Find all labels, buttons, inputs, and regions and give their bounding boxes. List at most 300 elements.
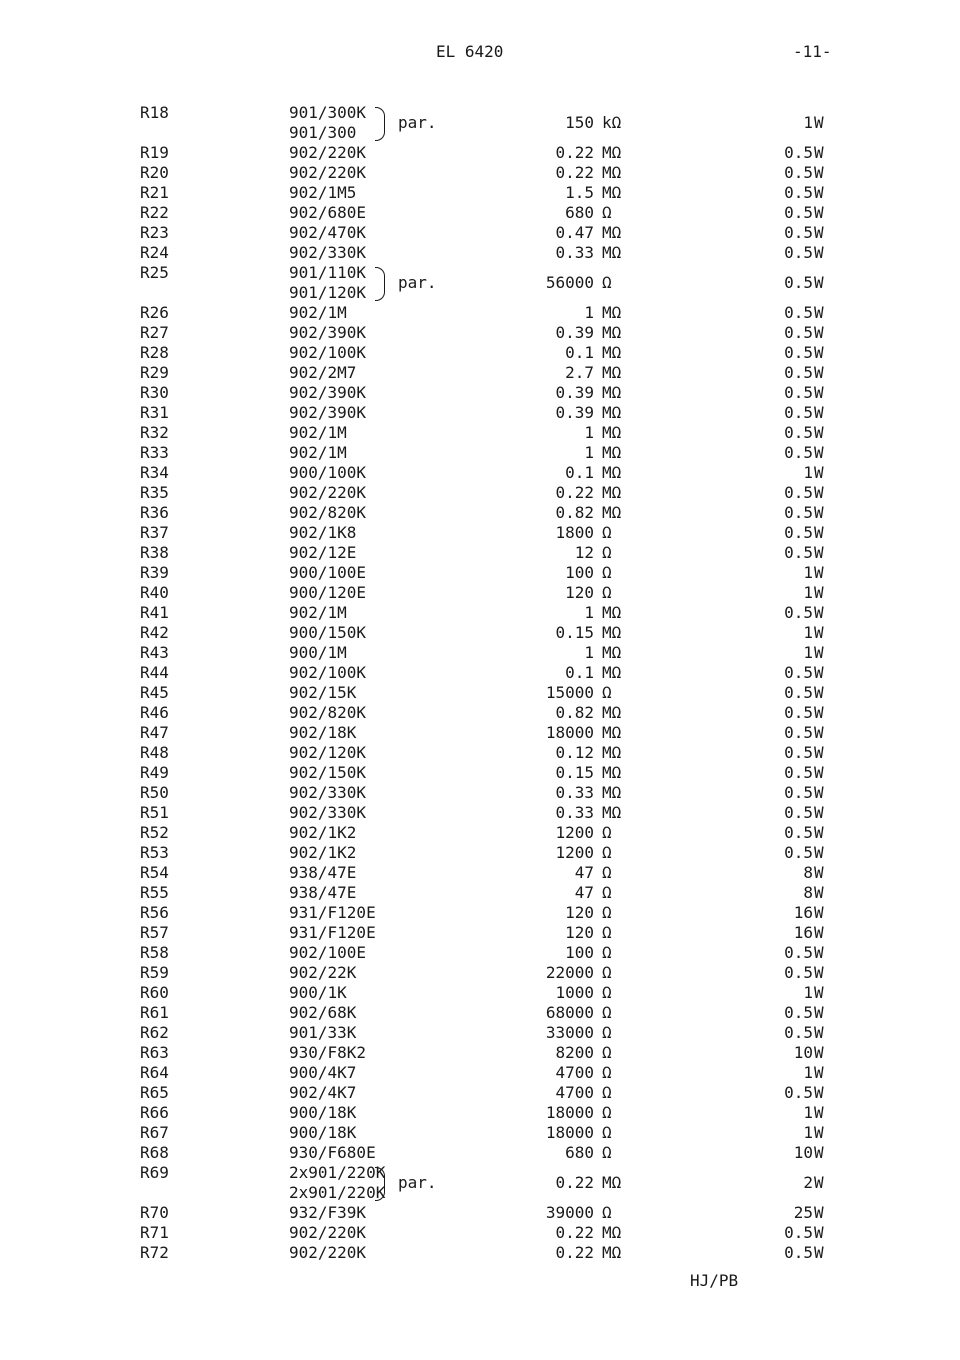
- power-rating: 0.5: [784, 843, 813, 862]
- resistor-ref: R19: [140, 143, 169, 162]
- resistance-value: 2.7: [565, 363, 594, 382]
- footer-initials: HJ/PB: [690, 1271, 739, 1290]
- resistance-value: 100: [565, 563, 594, 582]
- power-rating: 0.5: [784, 703, 813, 722]
- resistor-type: 902/120K: [289, 743, 367, 762]
- table-row: [0, 423, 960, 443]
- resistor-ref: R48: [140, 743, 169, 762]
- power-rating: 0.5: [784, 943, 813, 962]
- resistor-ref: R49: [140, 763, 169, 782]
- resistor-type: 900/4K7: [289, 1063, 357, 1082]
- resistor-ref: R59: [140, 963, 169, 982]
- table-row: [0, 903, 960, 923]
- resistance-unit: MΩ: [602, 1243, 622, 1262]
- resistor-type: 902/220K: [289, 1243, 367, 1262]
- power-unit: W: [814, 523, 824, 542]
- table-row: [0, 1143, 960, 1163]
- resistance-unit: MΩ: [602, 743, 622, 762]
- power-rating: 25: [793, 1203, 813, 1222]
- table-row: [0, 663, 960, 683]
- power-rating: 0.5: [784, 443, 813, 462]
- resistance-unit: MΩ: [602, 623, 622, 642]
- power-rating: 0.5: [784, 683, 813, 702]
- resistance-value: 0.22: [555, 163, 594, 182]
- resistor-ref: R43: [140, 643, 169, 662]
- resistance-unit: MΩ: [602, 443, 622, 462]
- power-rating: 0.5: [784, 273, 813, 292]
- resistance-value: 1: [584, 603, 594, 622]
- resistor-ref: R18: [140, 103, 169, 122]
- resistor-type: 900/1K: [289, 983, 347, 1002]
- resistor-type: 902/1M: [289, 443, 347, 462]
- resistor-type: 902/1K8: [289, 523, 357, 542]
- resistance-value: 0.12: [555, 743, 594, 762]
- power-rating: 0.5: [784, 483, 813, 502]
- power-rating: 0.5: [784, 203, 813, 222]
- resistor-ref: R45: [140, 683, 169, 702]
- resistance-value: 8200: [555, 1043, 594, 1062]
- table-row: [0, 1023, 960, 1043]
- resistance-unit: kΩ: [602, 113, 622, 132]
- power-unit: W: [814, 1123, 824, 1142]
- power-rating: 0.5: [784, 243, 813, 262]
- power-rating: 1: [803, 563, 813, 582]
- table-row: [0, 1123, 960, 1143]
- table-row: [0, 203, 960, 223]
- resistance-unit: Ω: [602, 273, 612, 292]
- resistor-type: 900/18K: [289, 1103, 357, 1122]
- document-title: EL 6420: [436, 42, 504, 61]
- resistance-value: 0.82: [555, 703, 594, 722]
- table-row: [0, 1203, 960, 1223]
- power-rating: 0.5: [784, 1003, 813, 1022]
- table-row: [0, 643, 960, 663]
- power-unit: W: [814, 983, 824, 1002]
- resistance-unit: Ω: [602, 1063, 612, 1082]
- resistance-unit: Ω: [602, 883, 612, 902]
- resistance-unit: Ω: [602, 903, 612, 922]
- table-row: [0, 163, 960, 183]
- power-rating: 0.5: [784, 763, 813, 782]
- resistance-unit: Ω: [602, 843, 612, 862]
- resistor-type: 902/820K: [289, 503, 367, 522]
- resistor-ref: R27: [140, 323, 169, 342]
- resistor-type: 902/1M: [289, 303, 347, 322]
- resistance-unit: MΩ: [602, 723, 622, 742]
- resistor-type: 902/22K: [289, 963, 357, 982]
- resistor-type: 902/220K: [289, 143, 367, 162]
- power-rating: 0.5: [784, 783, 813, 802]
- table-row: [0, 243, 960, 263]
- power-unit: W: [814, 823, 824, 842]
- power-unit: W: [814, 443, 824, 462]
- resistor-ref: R44: [140, 663, 169, 682]
- power-rating: 0.5: [784, 183, 813, 202]
- resistor-ref: R65: [140, 1083, 169, 1102]
- power-rating: 10: [793, 1043, 813, 1062]
- resistance-unit: Ω: [602, 583, 612, 602]
- resistor-type: 902/390K: [289, 323, 367, 342]
- resistor-ref: R32: [140, 423, 169, 442]
- power-unit: W: [814, 203, 824, 222]
- power-unit: W: [814, 723, 824, 742]
- table-row: [0, 1083, 960, 1103]
- resistor-ref: R28: [140, 343, 169, 362]
- parallel-label: par.: [398, 1173, 437, 1192]
- resistance-value: 0.82: [555, 503, 594, 522]
- resistor-ref: R61: [140, 1003, 169, 1022]
- table-row: [0, 803, 960, 823]
- resistance-value: 1: [584, 303, 594, 322]
- resistance-unit: Ω: [602, 963, 612, 982]
- power-rating: 2: [803, 1173, 813, 1192]
- resistor-ref: R72: [140, 1243, 169, 1262]
- table-row: [0, 263, 960, 303]
- resistor-ref: R67: [140, 1123, 169, 1142]
- resistor-type: 938/47E: [289, 883, 357, 902]
- power-rating: 0.5: [784, 823, 813, 842]
- resistance-value: 1: [584, 643, 594, 662]
- power-unit: W: [814, 663, 824, 682]
- resistance-value: 1: [584, 443, 594, 462]
- power-unit: W: [814, 423, 824, 442]
- resistance-unit: MΩ: [602, 783, 622, 802]
- resistance-unit: MΩ: [602, 343, 622, 362]
- resistance-value: 33000: [545, 1023, 594, 1042]
- resistance-unit: Ω: [602, 543, 612, 562]
- resistance-value: 68000: [545, 1003, 594, 1022]
- resistor-type: 901/110K: [289, 263, 367, 282]
- resistor-type: 938/47E: [289, 863, 357, 882]
- power-unit: W: [814, 1043, 824, 1062]
- resistance-value: 680: [565, 1143, 594, 1162]
- resistor-type: 902/1M5: [289, 183, 357, 202]
- resistance-unit: Ω: [602, 923, 612, 942]
- resistor-type: 902/18K: [289, 723, 357, 742]
- resistance-unit: Ω: [602, 563, 612, 582]
- page-number: -11-: [793, 42, 832, 61]
- table-row: [0, 783, 960, 803]
- resistor-type: 902/1M: [289, 603, 347, 622]
- power-unit: W: [814, 1173, 824, 1192]
- resistance-value: 0.33: [555, 243, 594, 262]
- resistor-type: 902/12E: [289, 543, 357, 562]
- power-unit: W: [814, 463, 824, 482]
- resistor-type: 900/18K: [289, 1123, 357, 1142]
- resistor-ref: R21: [140, 183, 169, 202]
- table-row: [0, 863, 960, 883]
- resistor-type: 931/F120E: [289, 903, 376, 922]
- resistor-type: 901/300K: [289, 103, 367, 122]
- resistor-ref: R40: [140, 583, 169, 602]
- resistance-unit: MΩ: [602, 503, 622, 522]
- table-row: [0, 443, 960, 463]
- power-unit: W: [814, 683, 824, 702]
- power-unit: W: [814, 883, 824, 902]
- resistance-value: 0.39: [555, 403, 594, 422]
- power-unit: W: [814, 1083, 824, 1102]
- power-unit: W: [814, 483, 824, 502]
- resistor-type: 902/820K: [289, 703, 367, 722]
- table-row: [0, 383, 960, 403]
- power-rating: 1: [803, 983, 813, 1002]
- resistance-value: 1200: [555, 843, 594, 862]
- resistance-value: 4700: [555, 1083, 594, 1102]
- table-row: [0, 983, 960, 1003]
- power-unit: W: [814, 563, 824, 582]
- resistance-unit: MΩ: [602, 323, 622, 342]
- resistance-value: 47: [574, 883, 594, 902]
- parallel-label: par.: [398, 273, 437, 292]
- resistor-type: 902/330K: [289, 243, 367, 262]
- table-row: [0, 483, 960, 503]
- resistance-value: 39000: [545, 1203, 594, 1222]
- resistance-value: 1.5: [565, 183, 594, 202]
- table-row: [0, 1043, 960, 1063]
- resistance-unit: MΩ: [602, 763, 622, 782]
- resistance-value: 15000: [545, 683, 594, 702]
- resistor-ref: R31: [140, 403, 169, 422]
- resistor-type: 930/F8K2: [289, 1043, 367, 1062]
- resistance-unit: Ω: [602, 1003, 612, 1022]
- power-unit: W: [814, 113, 824, 132]
- resistance-value: 1000: [555, 983, 594, 1002]
- resistor-type: 902/330K: [289, 803, 367, 822]
- power-rating: 0.5: [784, 323, 813, 342]
- resistor-ref: R20: [140, 163, 169, 182]
- power-rating: 0.5: [784, 1223, 813, 1242]
- table-row: [0, 823, 960, 843]
- resistor-type: 902/1M: [289, 423, 347, 442]
- resistor-type: 901/300: [289, 123, 357, 142]
- resistance-unit: Ω: [602, 1123, 612, 1142]
- table-row: [0, 143, 960, 163]
- resistor-ref: R57: [140, 923, 169, 942]
- resistor-type: 902/680E: [289, 203, 367, 222]
- resistor-type: 902/1K2: [289, 843, 357, 862]
- resistance-value: 1200: [555, 823, 594, 842]
- resistance-unit: Ω: [602, 1103, 612, 1122]
- power-rating: 0.5: [784, 403, 813, 422]
- table-row: [0, 583, 960, 603]
- resistor-type: 900/150K: [289, 623, 367, 642]
- resistor-ref: R22: [140, 203, 169, 222]
- table-row: [0, 683, 960, 703]
- resistor-ref: R36: [140, 503, 169, 522]
- resistance-unit: Ω: [602, 863, 612, 882]
- resistor-ref: R37: [140, 523, 169, 542]
- resistor-type: 902/100K: [289, 343, 367, 362]
- power-rating: 0.5: [784, 163, 813, 182]
- resistor-ref: R50: [140, 783, 169, 802]
- resistance-unit: Ω: [602, 983, 612, 1002]
- table-row: [0, 343, 960, 363]
- power-unit: W: [814, 1243, 824, 1262]
- power-rating: 0.5: [784, 543, 813, 562]
- resistor-type: 902/100K: [289, 663, 367, 682]
- resistance-unit: MΩ: [602, 663, 622, 682]
- resistor-ref: R64: [140, 1063, 169, 1082]
- resistance-value: 12: [574, 543, 594, 562]
- power-unit: W: [814, 903, 824, 922]
- table-row: [0, 743, 960, 763]
- resistance-unit: Ω: [602, 203, 612, 222]
- resistance-unit: MΩ: [602, 223, 622, 242]
- resistor-type: 902/4K7: [289, 1083, 357, 1102]
- power-rating: 1: [803, 643, 813, 662]
- power-rating: 1: [803, 463, 813, 482]
- table-row: [0, 943, 960, 963]
- table-row: [0, 323, 960, 343]
- resistor-type: 932/F39K: [289, 1203, 367, 1222]
- resistor-type: 900/1M: [289, 643, 347, 662]
- resistance-unit: MΩ: [602, 423, 622, 442]
- power-rating: 0.5: [784, 1023, 813, 1042]
- resistor-ref: R53: [140, 843, 169, 862]
- power-unit: W: [814, 703, 824, 722]
- resistance-value: 0.39: [555, 323, 594, 342]
- resistor-ref: R41: [140, 603, 169, 622]
- resistance-unit: MΩ: [602, 603, 622, 622]
- resistance-unit: MΩ: [602, 463, 622, 482]
- resistance-value: 0.15: [555, 623, 594, 642]
- resistance-value: 0.1: [565, 463, 594, 482]
- power-unit: W: [814, 1103, 824, 1122]
- table-row: [0, 883, 960, 903]
- resistance-value: 18000: [545, 1123, 594, 1142]
- resistance-value: 100: [565, 943, 594, 962]
- resistance-unit: MΩ: [602, 163, 622, 182]
- power-rating: 0.5: [784, 803, 813, 822]
- table-row: [0, 1003, 960, 1023]
- power-rating: 1: [803, 1103, 813, 1122]
- resistance-unit: MΩ: [602, 303, 622, 322]
- power-unit: W: [814, 643, 824, 662]
- table-row: [0, 703, 960, 723]
- resistor-ref: R46: [140, 703, 169, 722]
- table-row: [0, 463, 960, 483]
- resistance-unit: Ω: [602, 523, 612, 542]
- resistance-value: 0.15: [555, 763, 594, 782]
- table-row: [0, 563, 960, 583]
- resistor-ref: R30: [140, 383, 169, 402]
- power-unit: W: [814, 963, 824, 982]
- power-rating: 0.5: [784, 743, 813, 762]
- resistor-type: 902/330K: [289, 783, 367, 802]
- resistor-type: 902/220K: [289, 1223, 367, 1242]
- resistance-value: 0.22: [555, 143, 594, 162]
- resistance-value: 0.33: [555, 803, 594, 822]
- resistor-type: 900/120E: [289, 583, 367, 602]
- table-row: [0, 963, 960, 983]
- resistance-unit: MΩ: [602, 383, 622, 402]
- power-rating: 16: [793, 903, 813, 922]
- resistor-ref: R51: [140, 803, 169, 822]
- resistance-unit: MΩ: [602, 803, 622, 822]
- resistance-value: 56000: [545, 273, 594, 292]
- power-rating: 1: [803, 583, 813, 602]
- power-rating: 0.5: [784, 143, 813, 162]
- power-unit: W: [814, 273, 824, 292]
- resistance-value: 0.1: [565, 343, 594, 362]
- resistance-unit: MΩ: [602, 363, 622, 382]
- resistance-value: 120: [565, 923, 594, 942]
- parallel-brace: [375, 107, 385, 141]
- resistor-type: 902/220K: [289, 163, 367, 182]
- power-rating: 0.5: [784, 343, 813, 362]
- power-rating: 0.5: [784, 1083, 813, 1102]
- resistance-value: 0.47: [555, 223, 594, 242]
- power-unit: W: [814, 403, 824, 422]
- power-rating: 0.5: [784, 423, 813, 442]
- resistor-ref: R56: [140, 903, 169, 922]
- resistance-value: 0.22: [555, 1243, 594, 1262]
- power-unit: W: [814, 1143, 824, 1162]
- resistor-type: 902/100E: [289, 943, 367, 962]
- power-unit: W: [814, 183, 824, 202]
- resistor-type: 900/100K: [289, 463, 367, 482]
- resistor-ref: R33: [140, 443, 169, 462]
- resistor-type: 902/2M7: [289, 363, 357, 382]
- resistor-ref: R58: [140, 943, 169, 962]
- power-rating: 1: [803, 1123, 813, 1142]
- power-unit: W: [814, 223, 824, 242]
- power-unit: W: [814, 923, 824, 942]
- resistance-unit: MΩ: [602, 143, 622, 162]
- power-unit: W: [814, 543, 824, 562]
- resistor-ref: R34: [140, 463, 169, 482]
- power-unit: W: [814, 303, 824, 322]
- table-row: [0, 543, 960, 563]
- resistance-value: 18000: [545, 1103, 594, 1122]
- power-rating: 0.5: [784, 603, 813, 622]
- power-rating: 0.5: [784, 363, 813, 382]
- power-rating: 0.5: [784, 1243, 813, 1262]
- power-unit: W: [814, 323, 824, 342]
- table-row: [0, 623, 960, 643]
- resistance-unit: Ω: [602, 683, 612, 702]
- resistance-unit: Ω: [602, 823, 612, 842]
- parallel-brace: [375, 267, 385, 301]
- resistor-ref: R55: [140, 883, 169, 902]
- table-row: [0, 923, 960, 943]
- power-unit: W: [814, 1223, 824, 1242]
- resistor-ref: R39: [140, 563, 169, 582]
- table-row: [0, 1243, 960, 1263]
- table-row: [0, 363, 960, 383]
- table-row: [0, 1223, 960, 1243]
- resistance-value: 0.22: [555, 1223, 594, 1242]
- resistance-unit: MΩ: [602, 643, 622, 662]
- table-row: [0, 763, 960, 783]
- resistor-type: 900/100E: [289, 563, 367, 582]
- power-unit: W: [814, 783, 824, 802]
- resistance-value: 22000: [545, 963, 594, 982]
- resistor-ref: R63: [140, 1043, 169, 1062]
- resistor-ref: R71: [140, 1223, 169, 1242]
- power-rating: 0.5: [784, 523, 813, 542]
- resistance-value: 18000: [545, 723, 594, 742]
- power-rating: 0.5: [784, 963, 813, 982]
- resistance-unit: MΩ: [602, 403, 622, 422]
- resistance-value: 4700: [555, 1063, 594, 1082]
- power-unit: W: [814, 1063, 824, 1082]
- table-row: [0, 303, 960, 323]
- power-unit: W: [814, 343, 824, 362]
- resistance-value: 120: [565, 903, 594, 922]
- resistor-ref: R42: [140, 623, 169, 642]
- resistor-type: 902/390K: [289, 383, 367, 402]
